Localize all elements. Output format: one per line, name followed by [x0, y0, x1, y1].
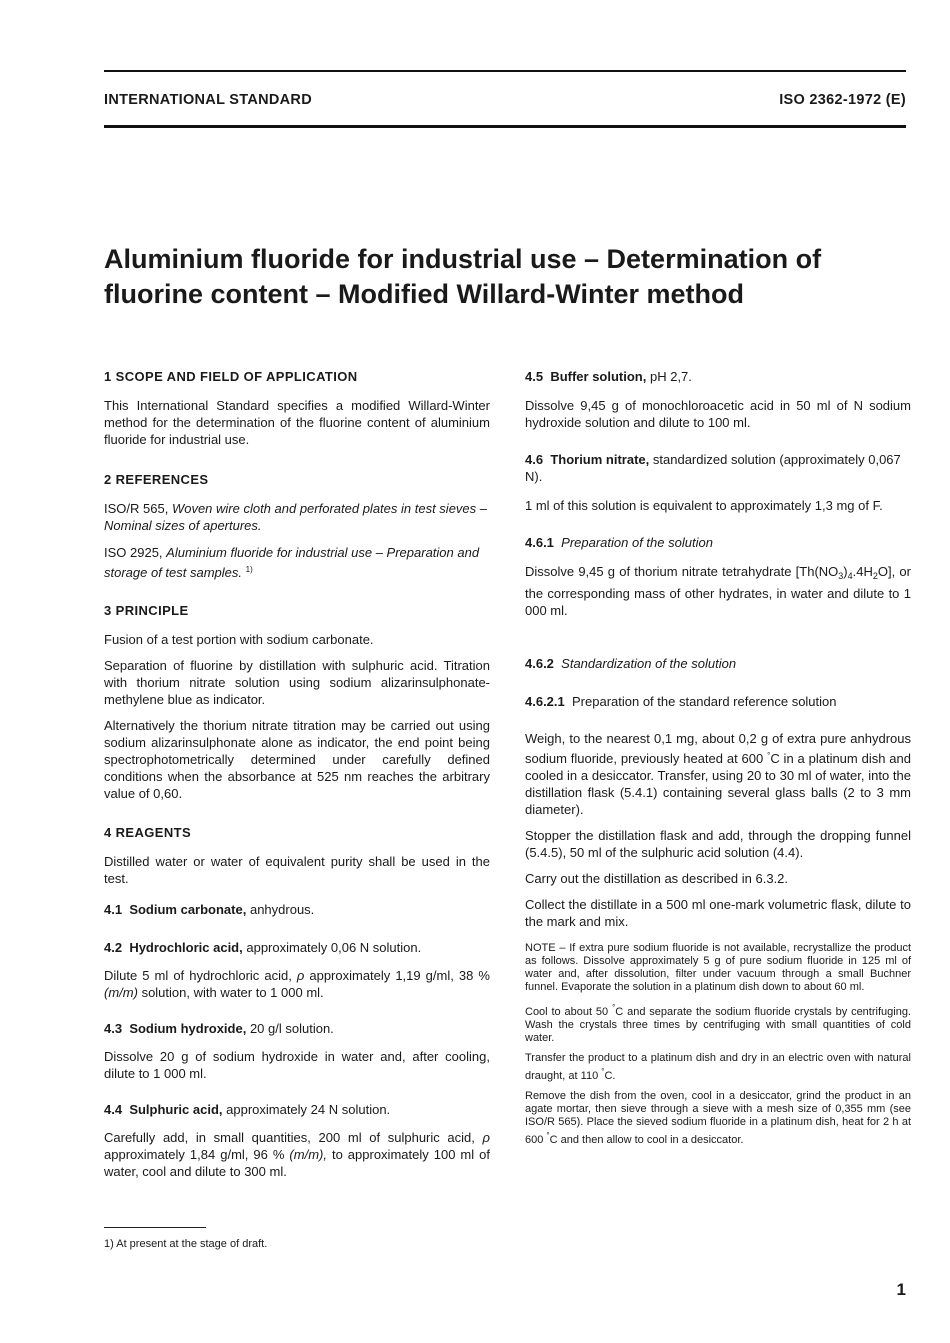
note-para-1: NOTE – If extra pure sodium fluoride is not available, recrystallize the product as follows. Dissolve approximately 5 g of pure sodium fluoride in 125 ml of water and, after dissolution, filter under vacuum through a small Buchner funnel. Evaporate the solution in a platinum dish down to about 60 ml. [525, 942, 911, 993]
degree-symbol: ° [601, 1067, 605, 1076]
reagent-description: standardized solution (approximately 0,067 N). [525, 452, 901, 484]
text-run: C and then allow to cool in a desiccator. [549, 1134, 744, 1146]
text-run: solution, with water to 1 000 ml. [141, 985, 324, 1000]
reference-1-code: ISO/R 565, [104, 501, 169, 516]
reagent-4-3 [104, 1020, 490, 1037]
section-2-heading: 2 REFERENCES [104, 472, 209, 487]
subclause-title: Preparation of the solution [561, 535, 713, 550]
density-symbol: ρ [482, 1130, 490, 1145]
text-run: ) [843, 564, 848, 579]
text-run: Remove the dish from the oven, cool in a desiccator, grind the product in an agate mortar, then sieve through a sieve with a mesh size of 0,355 mm (see ISO/R 565). Place the sieved sodium fluoride in a platinum dish, heat for 2 h at 600 [525, 1090, 911, 1146]
document-title: Aluminium fluoride for industrial use – Determination of fluorine content – Modified Willard-Winter method [104, 244, 822, 309]
header-rule-bottom [104, 125, 906, 128]
clause-number: 4.5 [525, 369, 544, 384]
text-run: Weigh, to the nearest 0,1 mg, about 0,2 g of extra pure anhydrous sodium fluoride, previously heated at 600 [525, 731, 911, 766]
text-run: Cool to about 50 [525, 1006, 609, 1018]
text-run: Carefully add, in small quantities, 200 ml of sulphuric acid, [104, 1130, 475, 1145]
subclause-4-6-1-text [525, 563, 911, 619]
reagent-name: Sodium carbonate, [129, 902, 247, 917]
header-rule-top [104, 70, 906, 72]
text-run: Dilute 5 ml of hydrochloric acid, [104, 968, 292, 983]
reference-2 [104, 544, 490, 581]
clause-number: 4.4 [104, 1102, 123, 1117]
reagent-4-1 [104, 901, 490, 918]
clause-number: 4.3 [104, 1021, 123, 1036]
reagent-name: Buffer solution, [550, 369, 647, 384]
text-run: approximately 1,19 g/ml, 38 % [309, 968, 490, 983]
reagent-description: approximately 0,06 N solution. [246, 940, 422, 955]
clause-number: 4.1 [104, 902, 123, 917]
subscript: 3 [838, 571, 844, 581]
reference-2-code: ISO 2925, [104, 545, 163, 560]
reagent-name: Sulphuric acid, [129, 1102, 223, 1117]
degree-symbol: ° [612, 1003, 616, 1012]
clause-number: 4.6.1 [525, 535, 554, 550]
text-run: Transfer the product to a platinum dish and dry in an electric oven with natural draught, at 110 [525, 1052, 911, 1082]
reagent-description: pH 2,7. [649, 369, 692, 384]
section-3-para-3: Alternatively the thorium nitrate titration may be carried out using sodium alizarinsulphonate alone as indicator, the end point being spectrophotometrically determined under carefully defined conditions when the absorbance at 525 nm reaches the arbitrary value of 0,60. [104, 718, 490, 801]
text-run: C in a platinum dish and cooled in a desiccator. Transfer, using 20 to 30 ml of water, into the distillation flask (5.4.1) containing several glass balls (2 to 3 mm diameter). [525, 751, 911, 817]
section-4-text: Distilled water or water of equivalent purity shall be used in the test. [104, 854, 490, 886]
section-3-heading: 3 PRINCIPLE [104, 603, 189, 618]
mass-fraction-unit: (m/m) [104, 985, 138, 1000]
footnote-marker: 1) [245, 565, 253, 574]
section-3-para-2: Separation of fluorine by distillation with sulphuric acid. Titration with thorium nitrate solution using sodium alizarinsulphonate-methylene blue as indicator. [104, 658, 490, 707]
section-3-para-1: Fusion of a test portion with sodium carbonate. [104, 632, 374, 647]
subclause-4-6-2-1 [525, 693, 911, 710]
note-block [525, 942, 911, 1147]
subscript: 4 [847, 571, 853, 581]
header-standard-type: INTERNATIONAL STANDARD [104, 92, 312, 108]
reagent-name: Thorium nitrate, [550, 452, 650, 467]
reagent-name: Hydrochloric acid, [129, 940, 243, 955]
right-column [525, 368, 911, 1147]
subscript: 2 [872, 571, 878, 581]
left-column [104, 368, 490, 1180]
note-para-3 [525, 1052, 911, 1083]
reagent-4-4-text [104, 1129, 490, 1180]
clause-number: 4.6 [525, 452, 544, 467]
reagent-description: approximately 24 N solution. [226, 1102, 391, 1117]
clause-number: 4.2 [104, 940, 123, 955]
text-run: Dissolve 9,45 g of thorium nitrate tetrahydrate [Th(NO [525, 564, 839, 579]
density-symbol: ρ [296, 968, 305, 983]
section-1-text: This International Standard specifies a modified Willard-Winter method for the determination of the fluorine content of aluminium fluoride for industrial use. [104, 398, 490, 447]
text-run: to approximately 100 ml of water, cool and dilute to 300 ml. [104, 1147, 490, 1179]
reagent-4-2-text [104, 967, 490, 1001]
subclause-title: Preparation of the standard reference solution [572, 694, 837, 709]
section-4-heading: 4 REAGENTS [104, 825, 192, 840]
text-run: approximately 1,84 g/ml, 96 % [104, 1147, 285, 1162]
subclause-4-6-2-1-para-2: Stopper the distillation flask and add, through the dropping funnel (5.4.5), 50 ml of the sulphuric acid solution (4.4). [525, 828, 911, 860]
text-run: O], or the corresponding mass of other hydrates, in water and dilute to 1 000 ml. [525, 564, 911, 618]
clause-number: 4.6.2.1 [525, 694, 565, 709]
reagent-4-5-text: Dissolve 9,45 g of monochloroacetic acid in 50 ml of N sodium hydroxide solution and dilute to 100 ml. [525, 398, 911, 430]
degree-symbol: ° [767, 751, 771, 760]
footnote: 1) At present at the stage of draft. [104, 1238, 268, 1250]
reagent-name: Sodium hydroxide, [129, 1021, 247, 1036]
header-standard-number: ISO 2362-1972 (E) [779, 92, 906, 108]
footnote-rule [104, 1227, 206, 1228]
note-para-4 [525, 1090, 911, 1147]
mass-fraction-unit: (m/m), [289, 1147, 327, 1162]
reagent-4-6-text: 1 ml of this solution is equivalent to approximately 1,3 mg of F. [525, 498, 883, 513]
subclause-4-6-2-1-para-1 [525, 730, 911, 818]
reagent-4-3-text: Dissolve 20 g of sodium hydroxide in water and, after cooling, dilute to 1 000 ml. [104, 1049, 490, 1081]
subclause-4-6-2-1-para-3: Carry out the distillation as described in 6.3.2. [525, 871, 789, 886]
text-run: .4H [852, 564, 873, 579]
clause-number: 4.6.2 [525, 656, 554, 671]
reagent-4-5 [525, 368, 911, 385]
subclause-4-6-1 [525, 534, 911, 551]
reagent-description: 20 g/l solution. [249, 1021, 334, 1036]
page-number: 1 [896, 1280, 906, 1299]
reagent-4-6 [525, 451, 911, 485]
subclause-title: Standardization of the solution [561, 656, 737, 671]
text-run: C. [604, 1070, 616, 1082]
text-run: C and separate the sodium fluoride crystals by centrifuging. Wash the crystals three times by centrifuging with small quantities of cold water. [525, 1006, 911, 1044]
note-para-2 [525, 1001, 911, 1045]
subclause-4-6-2-1-para-4: Collect the distillate in a 500 ml one-mark volumetric flask, dilute to the mark and mix. [525, 897, 911, 929]
reagent-4-4 [104, 1101, 490, 1118]
reference-1 [104, 500, 490, 534]
reagent-description: anhydrous. [249, 902, 315, 917]
reagent-4-2 [104, 939, 490, 956]
reference-1-title: Woven wire cloth and perforated plates in test sieves – Nominal sizes of apertures. [104, 501, 487, 533]
degree-symbol: ° [546, 1131, 550, 1140]
reference-2-title: Aluminium fluoride for industrial use – Preparation and storage of test samples. [104, 545, 480, 580]
section-1-heading: 1 SCOPE AND FIELD OF APPLICATION [104, 369, 358, 384]
subclause-4-6-2 [525, 655, 911, 672]
